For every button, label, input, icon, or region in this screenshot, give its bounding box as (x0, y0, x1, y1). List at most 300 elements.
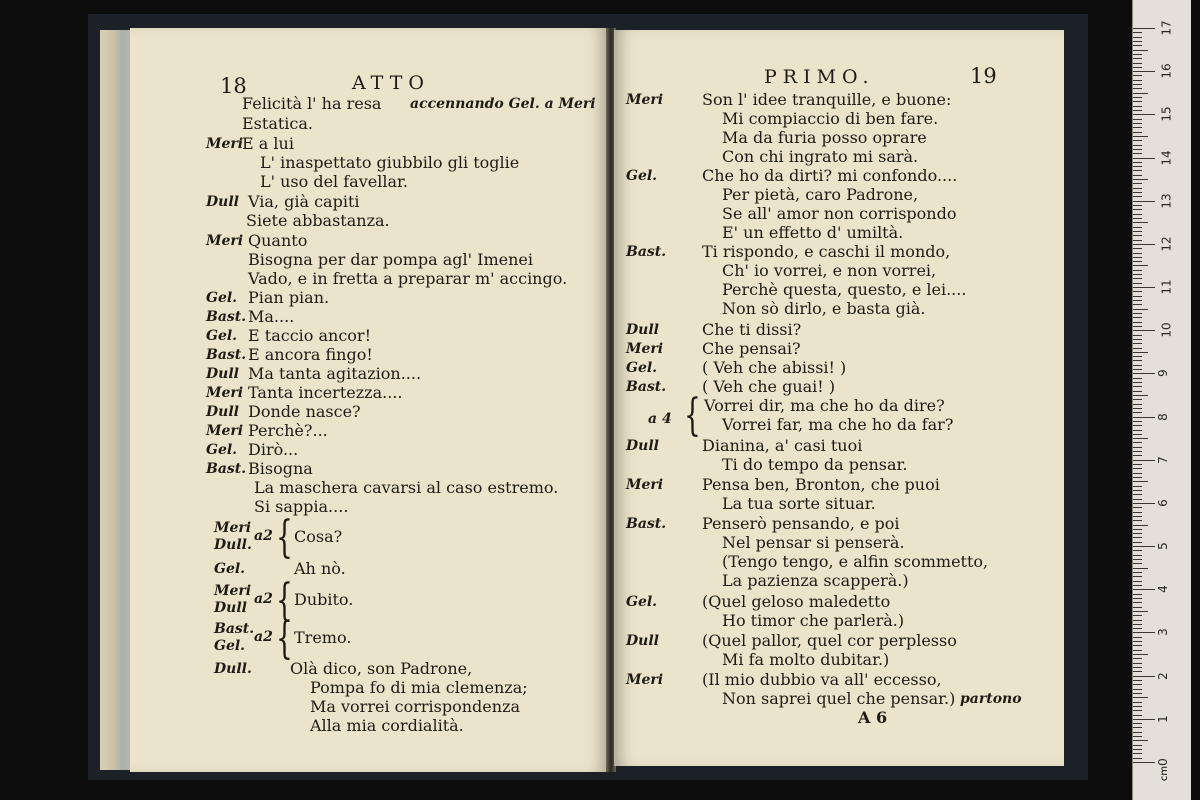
ruler-major-tick (1133, 114, 1155, 115)
speaker-label: Gel. (626, 168, 658, 184)
ruler-minor-tick (1133, 486, 1142, 487)
ruler-minor-tick (1133, 106, 1142, 107)
ruler-label: 10 (1159, 322, 1174, 338)
ruler-minor-tick (1133, 542, 1142, 543)
speaker-label: Dull. (214, 661, 252, 677)
ruler-label: 1 (1155, 714, 1170, 723)
ruler-minor-tick (1133, 693, 1142, 694)
ruler-minor-tick (1133, 309, 1148, 310)
verse-line: Cosa? (294, 527, 343, 546)
ruler-minor-tick (1133, 473, 1142, 474)
ruler-minor-tick (1133, 218, 1142, 219)
ruler-minor-tick (1133, 689, 1142, 690)
ruler-minor-tick (1133, 132, 1142, 133)
verse-line: Se all' amor non corrispondo (722, 204, 957, 223)
ruler-minor-tick (1133, 421, 1142, 422)
ruler-minor-tick (1133, 145, 1142, 146)
verse-line: Felicità l' ha resa (242, 94, 382, 113)
ruler-minor-tick (1133, 637, 1142, 638)
speaker-label: Meri (214, 583, 252, 599)
ruler-minor-tick (1133, 434, 1142, 435)
ruler-minor-tick (1133, 620, 1142, 621)
ruler-minor-tick (1133, 261, 1142, 262)
ruler-minor-tick (1133, 88, 1142, 89)
ruler-minor-tick (1133, 75, 1142, 76)
ruler-major-tick (1133, 589, 1155, 590)
speaker-label: Bast. (206, 347, 247, 363)
ruler-minor-tick (1133, 658, 1142, 659)
ruler-minor-tick (1133, 127, 1142, 128)
ruler-minor-tick (1133, 32, 1142, 33)
ruler-label: 11 (1159, 279, 1174, 295)
ruler-major-tick (1133, 71, 1155, 72)
speaker-label: Gel. (206, 290, 238, 306)
ruler-minor-tick (1133, 110, 1142, 111)
ruler-minor-tick (1133, 278, 1142, 279)
ruler-label: 3 (1155, 628, 1170, 637)
verse-line: Dianina, a' casi tuoi (702, 436, 863, 455)
signature-mark: A 6 (858, 708, 888, 727)
ruler-major-tick (1133, 546, 1155, 547)
ruler-minor-tick (1133, 270, 1142, 271)
ruler-minor-tick (1133, 732, 1142, 733)
speaker-label: Dull (206, 194, 239, 210)
stage-direction: partono (960, 691, 1022, 707)
ruler-minor-tick (1133, 119, 1142, 120)
ensemble-count: a2 (254, 629, 273, 645)
ruler-minor-tick (1133, 520, 1142, 521)
brace-mark: { (684, 390, 701, 441)
verse-line: Si sappia.... (254, 497, 349, 516)
ruler-minor-tick (1133, 706, 1142, 707)
verse-line: Mi fa molto dubitar.) (722, 650, 890, 669)
ruler-minor-tick (1133, 274, 1142, 275)
ruler-minor-tick (1133, 727, 1142, 728)
verse-line: ( Veh che guai! ) (702, 377, 836, 396)
ruler-minor-tick (1133, 378, 1142, 379)
ruler-minor-tick (1133, 455, 1142, 456)
ruler-minor-tick (1133, 153, 1142, 154)
ruler-minor-tick (1133, 80, 1142, 81)
ruler-minor-tick (1133, 67, 1142, 68)
ruler-minor-tick (1133, 568, 1148, 569)
ruler-minor-tick (1133, 93, 1148, 94)
ruler-minor-tick (1133, 404, 1142, 405)
ruler-minor-tick (1133, 348, 1142, 349)
verse-line: Olà dico, son Padrone, (290, 659, 473, 678)
ruler-unit: cm (1159, 765, 1171, 782)
ruler-label: 9 (1155, 369, 1170, 378)
ruler-minor-tick (1133, 598, 1142, 599)
ruler-minor-tick (1133, 58, 1142, 59)
verse-line: (Il mio dubbio va all' eccesso, (702, 670, 942, 689)
speaker-label: Bast. (626, 516, 667, 532)
ruler-minor-tick (1133, 749, 1142, 750)
brace-mark: { (276, 613, 293, 664)
speaker-label: Bast. (626, 244, 667, 260)
ruler-minor-tick (1133, 680, 1142, 681)
ruler-minor-tick (1133, 369, 1142, 370)
left-page (130, 28, 608, 772)
verse-line: Estatica. (242, 114, 313, 133)
verse-line: Siete abbastanza. (246, 211, 390, 230)
speaker-label: Dull (206, 366, 239, 382)
speaker-label: Dull (626, 322, 659, 338)
ruler-minor-tick (1133, 525, 1148, 526)
ruler-minor-tick (1133, 494, 1142, 495)
verse-line: Tanta incertezza.... (248, 383, 403, 402)
ruler-minor-tick (1133, 438, 1148, 439)
verse-line: Via, già capiti (248, 192, 360, 211)
ruler-minor-tick (1133, 343, 1142, 344)
ruler-minor-tick (1133, 512, 1142, 513)
ruler-minor-tick (1133, 253, 1142, 254)
ruler-label: 0 (1155, 758, 1170, 766)
ruler-minor-tick (1133, 594, 1142, 595)
verse-line: Con chi ingrato mi sarà. (722, 147, 919, 166)
ruler-minor-tick (1133, 240, 1142, 241)
ruler-minor-tick (1133, 63, 1142, 64)
ruler-minor-tick (1133, 715, 1142, 716)
ruler-major-tick (1133, 719, 1155, 720)
ruler-major-tick (1133, 158, 1155, 159)
ruler-minor-tick (1133, 753, 1142, 754)
brace-mark: { (276, 575, 293, 626)
speaker-label: Bast. (206, 309, 247, 325)
speaker-label: Meri (206, 423, 244, 439)
verse-line: Ho timor che parlerà.) (722, 611, 905, 630)
verse-line: Perchè?... (248, 421, 328, 440)
ruler-minor-tick (1133, 214, 1142, 215)
ruler-minor-tick (1133, 227, 1142, 228)
ensemble-count: a 4 (648, 411, 672, 427)
ruler-minor-tick (1133, 499, 1142, 500)
verse-line: E ancora fingo! (248, 345, 373, 364)
ruler-minor-tick (1133, 697, 1148, 698)
speaker-label: Dull (206, 404, 239, 420)
ruler-minor-tick (1133, 745, 1142, 746)
ruler-minor-tick (1133, 365, 1142, 366)
ruler-minor-tick (1133, 702, 1142, 703)
ensemble-count: a2 (254, 528, 273, 544)
verse-line: Ti do tempo da pensar. (722, 455, 908, 474)
ruler-label: 6 (1155, 499, 1170, 507)
right-page (614, 30, 1064, 766)
ruler-label: 17 (1159, 20, 1174, 36)
ruler-minor-tick (1133, 235, 1142, 236)
verse-line: Pian pian. (248, 288, 330, 307)
ruler-minor-tick (1133, 140, 1142, 141)
ruler-minor-tick (1133, 412, 1142, 413)
verse-line: Ma da furia posso oprare (722, 128, 927, 147)
ruler-major-tick (1133, 244, 1155, 245)
page-number: 19 (970, 64, 997, 88)
verse-line: E a lui (242, 134, 294, 153)
ruler-major-tick (1133, 676, 1155, 677)
ruler-minor-tick (1133, 326, 1142, 327)
ruler-label: 14 (1159, 149, 1174, 166)
verse-line: E' un effetto d' umiltà. (722, 223, 904, 242)
ruler-minor-tick (1133, 663, 1142, 664)
speaker-label: Gel. (214, 561, 246, 577)
ruler-minor-tick (1133, 296, 1142, 297)
ruler-minor-tick (1133, 572, 1142, 573)
brace-mark: { (276, 512, 293, 563)
ruler-minor-tick (1133, 248, 1142, 249)
ruler-minor-tick (1133, 758, 1142, 759)
ruler-minor-tick (1133, 123, 1142, 124)
speaker-label: Dull (214, 600, 247, 616)
ruler-label: 5 (1155, 542, 1170, 550)
ruler-minor-tick (1133, 205, 1142, 206)
verse-line: (Quel pallor, quel cor perplesso (702, 631, 957, 650)
speaker-label: Gel. (626, 360, 658, 376)
ruler-minor-tick (1133, 317, 1142, 318)
speaker-label: Gel. (214, 638, 246, 654)
verse-line: Ma.... (248, 307, 295, 326)
ruler-minor-tick (1133, 654, 1148, 655)
ruler-minor-tick (1133, 265, 1148, 266)
ruler-minor-tick (1133, 360, 1142, 361)
speaker-label: Meri (206, 136, 244, 152)
ruler-minor-tick (1133, 723, 1142, 724)
verse-line: Tremo. (294, 628, 352, 647)
verse-line: Dirò... (248, 440, 299, 459)
ruler-minor-tick (1133, 615, 1142, 616)
ruler-minor-tick (1133, 37, 1142, 38)
verse-line: Che ho da dirti? mi confondo.... (702, 166, 958, 185)
running-header: ATTO (352, 72, 430, 94)
verse-line: Alla mia cordialità. (310, 716, 464, 735)
ruler-minor-tick (1133, 322, 1142, 323)
speaker-label: Gel. (626, 594, 658, 610)
verse-line: Che ti dissi? (702, 320, 802, 339)
ruler-minor-tick (1133, 671, 1142, 672)
ruler-minor-tick (1133, 585, 1142, 586)
verse-line: L' inaspettato giubbilo gli toglie (260, 153, 520, 172)
ruler-minor-tick (1133, 408, 1142, 409)
ruler-minor-tick (1133, 710, 1142, 711)
ruler-minor-tick (1133, 41, 1142, 42)
ruler-minor-tick (1133, 188, 1142, 189)
ruler-minor-tick (1133, 192, 1142, 193)
ruler-major-tick (1133, 460, 1155, 461)
ruler-minor-tick (1133, 149, 1142, 150)
ruler-minor-tick (1133, 352, 1148, 353)
ruler-minor-tick (1133, 395, 1148, 396)
ruler-minor-tick (1133, 563, 1142, 564)
verse-line: La pazienza scapperà.) (722, 571, 909, 590)
ruler-minor-tick (1133, 231, 1142, 232)
ruler-minor-tick (1133, 339, 1142, 340)
speaker-label: Meri (206, 385, 244, 401)
ruler-minor-tick (1133, 533, 1142, 534)
ruler-major-tick (1133, 201, 1155, 202)
ensemble-count: a2 (254, 591, 273, 607)
ruler-minor-tick (1133, 209, 1142, 210)
ruler-minor-tick (1133, 537, 1142, 538)
verse-line: Non saprei quel che pensar.) (722, 689, 956, 708)
ruler-minor-tick (1133, 516, 1142, 517)
speaker-label: Gel. (206, 328, 238, 344)
verse-line: E taccio ancor! (248, 326, 372, 345)
speaker-label: Gel. (206, 442, 238, 458)
ruler-minor-tick (1133, 641, 1142, 642)
ruler-minor-tick (1133, 399, 1142, 400)
ruler-minor-tick (1133, 490, 1142, 491)
ruler-minor-tick (1133, 300, 1142, 301)
measuring-ruler (1132, 0, 1191, 800)
ruler-label: 4 (1155, 585, 1170, 594)
speaker-label: Bast. (626, 379, 667, 395)
ruler-minor-tick (1133, 581, 1142, 582)
ruler-major-tick (1133, 373, 1155, 374)
ruler-minor-tick (1133, 628, 1142, 629)
ruler-minor-tick (1133, 451, 1142, 452)
ruler-minor-tick (1133, 45, 1142, 46)
ruler-major-tick (1133, 287, 1155, 288)
ruler-minor-tick (1133, 283, 1142, 284)
stage-direction: accennando Gel. a Meri (410, 96, 596, 112)
ruler-minor-tick (1133, 624, 1142, 625)
ruler-minor-tick (1133, 136, 1148, 137)
ruler-minor-tick (1133, 356, 1142, 357)
ruler-minor-tick (1133, 650, 1142, 651)
ruler-major-tick (1133, 762, 1155, 763)
ruler-minor-tick (1133, 425, 1142, 426)
verse-line: Donde nasce? (248, 402, 361, 421)
page-number: 18 (220, 74, 247, 98)
ruler-minor-tick (1133, 550, 1142, 551)
ruler-minor-tick (1133, 464, 1142, 465)
ruler-minor-tick (1133, 304, 1142, 305)
ruler-major-tick (1133, 28, 1155, 29)
ruler-minor-tick (1133, 468, 1142, 469)
verse-line: L' uso del favellar. (260, 172, 408, 191)
verse-line: Perchè questa, questo, e lei.... (722, 280, 967, 299)
ruler-major-tick (1133, 632, 1155, 633)
verse-line: Penserò pensando, e poi (702, 514, 900, 533)
ruler-minor-tick (1133, 611, 1148, 612)
verse-line: Per pietà, caro Padrone, (722, 185, 919, 204)
ruler-minor-tick (1133, 166, 1142, 167)
ruler-minor-tick (1133, 477, 1142, 478)
ruler-minor-tick (1133, 382, 1142, 383)
ruler-minor-tick (1133, 740, 1148, 741)
verse-line: Quanto (248, 231, 308, 250)
verse-line: Bisogna (248, 459, 313, 478)
ruler-minor-tick (1133, 101, 1142, 102)
ruler-minor-tick (1133, 196, 1142, 197)
verse-line: Bisogna per dar pompa agl' Imenei (248, 250, 533, 269)
ruler-minor-tick (1133, 576, 1142, 577)
ruler-minor-tick (1133, 442, 1142, 443)
ruler-label: 16 (1159, 63, 1174, 79)
speaker-label: Meri (626, 92, 664, 108)
verse-line: Son l' idee tranquille, e buone: (702, 90, 952, 109)
ruler-minor-tick (1133, 175, 1142, 176)
ruler-minor-tick (1133, 291, 1142, 292)
ruler-minor-tick (1133, 645, 1142, 646)
ruler-label: 15 (1159, 106, 1174, 122)
speaker-label: Dull (626, 438, 659, 454)
ruler-minor-tick (1133, 54, 1142, 55)
speaker-label: Bast. (214, 621, 255, 637)
ruler-label: 12 (1159, 236, 1174, 252)
ruler-major-tick (1133, 330, 1155, 331)
verse-line: (Quel geloso maledetto (702, 592, 891, 611)
ruler-major-tick (1133, 503, 1155, 504)
ruler-minor-tick (1133, 170, 1142, 171)
verse-line: La maschera cavarsi al caso estremo. (254, 478, 559, 497)
speaker-label: Meri (626, 477, 664, 493)
ruler-minor-tick (1133, 50, 1148, 51)
verse-line: ( Veh che abissi! ) (702, 358, 847, 377)
ruler-minor-tick (1133, 559, 1142, 560)
speaker-label: Dull. (214, 537, 252, 553)
ruler-minor-tick (1133, 507, 1142, 508)
verse-line: Nel pensar si penserà. (722, 533, 905, 552)
verse-line: Dubito. (294, 590, 354, 609)
ruler-minor-tick (1133, 183, 1142, 184)
ruler-minor-tick (1133, 430, 1142, 431)
verse-line: Pensa ben, Bronton, che puoi (702, 475, 940, 494)
ruler-minor-tick (1133, 84, 1142, 85)
ruler-label: 7 (1155, 455, 1170, 464)
verse-line: Ma vorrei corrispondenza (310, 697, 521, 716)
ruler-minor-tick (1133, 481, 1148, 482)
speaker-label: Meri (214, 520, 252, 536)
verse-line: Mi compiaccio di ben fare. (722, 109, 939, 128)
verse-line: Ah nò. (294, 559, 346, 578)
verse-line: Vado, e in fretta a preparar m' accingo. (248, 269, 568, 288)
verse-line: Ma tanta agitazion.... (248, 364, 422, 383)
ruler-minor-tick (1133, 736, 1142, 737)
ruler-major-tick (1133, 417, 1155, 418)
verse-line: Pompa fo di mia clemenza; (310, 678, 528, 697)
speaker-label: Meri (626, 672, 664, 688)
verse-line: Che pensai? (702, 339, 801, 358)
verse-line: Non sò dirlo, e basta già. (722, 299, 926, 318)
ruler-label: 8 (1155, 412, 1170, 421)
ruler-minor-tick (1133, 555, 1142, 556)
running-header: PRIMO. (764, 66, 875, 88)
speaker-label: Meri (626, 341, 664, 357)
ruler-minor-tick (1133, 97, 1142, 98)
verse-line: La tua sorte situar. (722, 494, 876, 513)
speaker-label: Bast. (206, 461, 247, 477)
ruler-minor-tick (1133, 162, 1142, 163)
ruler-minor-tick (1133, 607, 1142, 608)
verse-line: Vorrei far, ma che ho da far? (722, 415, 954, 434)
ruler-label: 13 (1159, 193, 1174, 209)
ruler-minor-tick (1133, 179, 1148, 180)
speaker-label: Dull (626, 633, 659, 649)
verse-line: Ch' io vorrei, e non vorrei, (722, 261, 937, 280)
ruler-minor-tick (1133, 257, 1142, 258)
ruler-minor-tick (1133, 335, 1142, 336)
ruler-minor-tick (1133, 391, 1142, 392)
ruler-minor-tick (1133, 667, 1142, 668)
ruler-minor-tick (1133, 386, 1142, 387)
ruler-minor-tick (1133, 602, 1142, 603)
verse-line: Vorrei dir, ma che ho da dire? (704, 396, 945, 415)
ruler-minor-tick (1133, 313, 1142, 314)
verse-line: (Tengo tengo, e alfin scommetto, (722, 552, 989, 571)
ruler-minor-tick (1133, 684, 1142, 685)
speaker-label: Meri (206, 233, 244, 249)
ruler-minor-tick (1133, 529, 1142, 530)
